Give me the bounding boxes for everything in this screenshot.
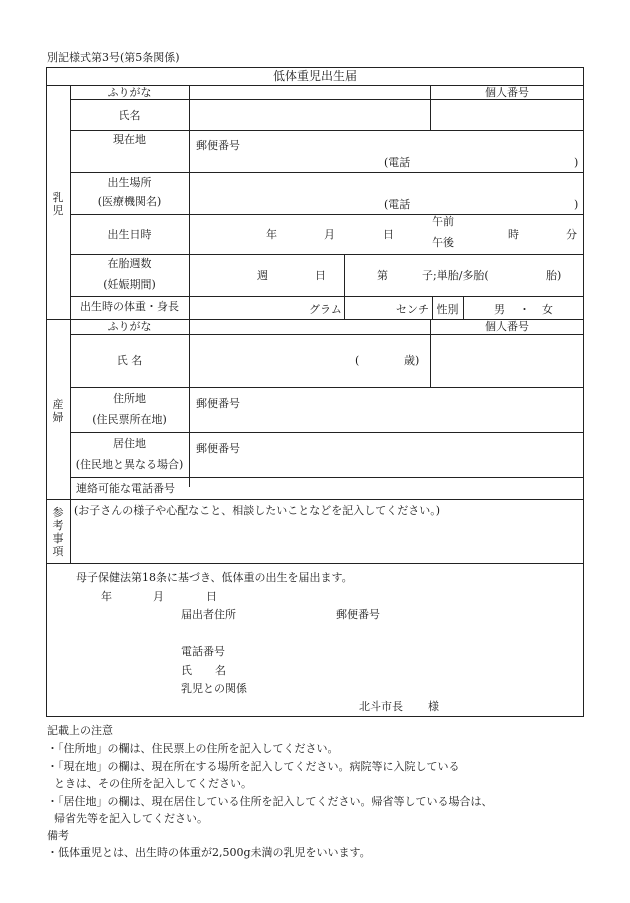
notifier-postal-label: 郵便番号: [336, 608, 380, 621]
mother-address-postal: 郵便番号: [196, 397, 240, 410]
infant-furigana-label: ふりがな: [107, 86, 152, 99]
birthplace-label: 出生場所: [107, 176, 152, 189]
mother-residence-note: (住民地と異なる場合): [75, 458, 184, 471]
rule: [70, 387, 584, 388]
declaration-month-unit: 月: [153, 590, 164, 603]
child-plural-label: 子;単胎/多胎(: [422, 269, 489, 282]
weight-height-label: 出生時の体重・身長: [80, 300, 179, 313]
rule: [70, 296, 584, 297]
birth-year-unit: 年: [266, 228, 277, 241]
female-option: 女: [542, 303, 553, 316]
infant-personal-number-label: 個人番号: [485, 86, 529, 99]
sex-separator: ・: [519, 303, 530, 316]
male-option: 男: [494, 303, 505, 316]
birth-datetime-label: 出生日時: [107, 228, 152, 241]
birth-day-unit: 日: [383, 228, 394, 241]
birth-order-label: 第: [377, 269, 388, 282]
hour-unit: 時: [508, 228, 519, 241]
minute-unit: 分: [566, 228, 577, 241]
note-item: ・「住所地」の欄は、住民票上の住所を記入してください。: [47, 742, 339, 755]
declaration-statement: 母子保健法第18条に基づき、低体重の出生を届出ます。: [76, 571, 353, 584]
rule: [46, 563, 584, 564]
facility-label: (医療機関名): [97, 195, 162, 208]
mother-residence-label: 居住地: [113, 437, 146, 450]
rule: [70, 477, 584, 478]
mother-phone-label: 連絡可能な電話番号: [76, 482, 175, 495]
mother-section-label: 産婦: [52, 398, 64, 424]
gestation-day-unit: 日: [315, 269, 326, 282]
form-title: 低体重児出生届: [272, 69, 357, 83]
gestation-label: 在胎週数: [107, 257, 152, 270]
current-postal-label: 郵便番号: [196, 139, 240, 152]
rule: [46, 499, 584, 500]
sex-value-line: [463, 296, 464, 319]
note-item: ときは、その住所を記入してください。: [47, 777, 252, 790]
mother-residence-postal: 郵便番号: [196, 442, 240, 455]
sex-label: 性別: [436, 303, 459, 316]
infant-name-label: 氏名: [118, 109, 141, 122]
rule: [70, 334, 584, 335]
weight-split-line: [344, 296, 345, 319]
remarks-heading: 備考: [47, 829, 69, 842]
birthplace-phone-label: (電話: [384, 198, 411, 211]
declaration-year-unit: 年: [101, 590, 112, 603]
remarks-instruction: (お子さんの様子や心配なこと、相談したいことなどを記入してください。): [74, 504, 441, 517]
current-phone-label: (電話: [384, 156, 411, 169]
rule: [70, 214, 584, 215]
notifier-name-label-a: 氏: [181, 664, 192, 677]
pm-label: 午後: [432, 236, 454, 249]
mother-address-label: 住所地: [113, 392, 146, 405]
rule: [70, 130, 584, 131]
current-phone-close: ): [574, 156, 579, 169]
pregnancy-period-label: (妊娠期間): [103, 278, 156, 291]
fetus-count-close: 胎): [546, 269, 562, 282]
rule: [70, 254, 584, 255]
rule: [70, 432, 584, 433]
note-item: 帰省先等を記入してください。: [47, 812, 208, 825]
declaration-day-unit: 日: [206, 590, 217, 603]
gestation-split-line: [344, 254, 345, 296]
notifier-phone-label: 電話番号: [181, 645, 225, 658]
mother-personal-number-label: 個人番号: [485, 320, 529, 333]
birthplace-phone-close: ): [574, 198, 579, 211]
form-id: 別記様式第3号(第5条関係): [47, 51, 180, 64]
current-address-label: 現在地: [113, 133, 146, 146]
infant-section-label: 乳児: [52, 191, 64, 217]
note-item: ・「居住地」の欄は、現在居住している住所を記入してください。帰省等している場合は、: [47, 795, 493, 808]
remarks-section-label: 参考事項: [52, 506, 64, 558]
note-item: ・「現在地」の欄は、現在所在する場所を記入してください。病院等に入院している: [47, 760, 460, 773]
label-column-line: [189, 85, 190, 487]
notes-heading: 記載上の注意: [47, 724, 113, 737]
honorific-label: 様: [428, 700, 439, 713]
week-unit: 週: [257, 269, 268, 282]
mother-name-label: 氏 名: [116, 354, 143, 367]
mother-age-open: (: [355, 354, 360, 367]
gram-unit: グラム: [309, 303, 342, 316]
notifier-name-label-b: 名: [215, 664, 226, 677]
remarks-note: ・低体重児とは、出生時の体重が2,500g未満の乳児をいいます。: [47, 846, 371, 859]
mother-address-note: (住民票所在地): [92, 413, 167, 426]
relation-label: 乳児との関係: [181, 682, 247, 695]
rule: [70, 172, 584, 173]
mother-furigana-label: ふりがな: [107, 320, 152, 333]
birth-month-unit: 月: [324, 228, 335, 241]
mayor-label: 北斗市長: [359, 700, 403, 713]
mother-age-close: 歳): [404, 354, 420, 367]
cm-unit: センチ: [396, 303, 429, 316]
am-label: 午前: [432, 215, 454, 228]
notifier-address-label: 届出者住所: [181, 608, 236, 621]
